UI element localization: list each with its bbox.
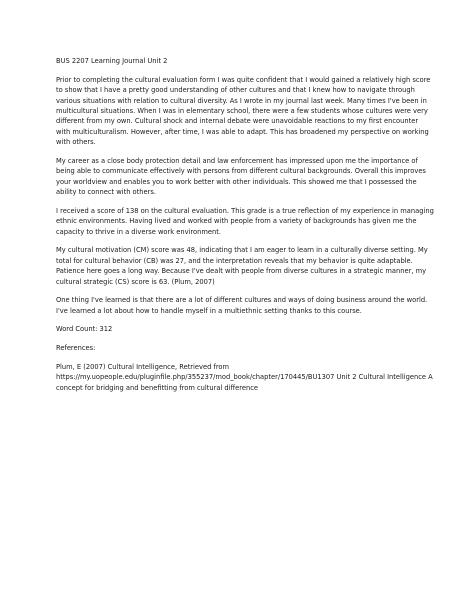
references-heading: References: (56, 344, 96, 353)
word-count: Word Count: 312 (56, 325, 113, 334)
paragraph-4: My cultural motivation (CM) score was 48, indicating that I am eager to learn in a culturally diverse setting. My total for cultural behavior (CB) was 27, and the interpretation reveals that my behavior is quite adaptable. Patience here goes a long way. Because I've dealt with people from diverse cultures in a strategic manner, my cultural strategic (CS) score is 63. (Plum, 2007) (56, 246, 428, 286)
reference-entry: Plum, E (2007) Cultural Intelligence, Retrieved from https://my.uopeople.edu/pluginfile.php/355237/mod_book/chapter/170445/BU1307 Unit 2 Cultural Intelligence A concept for bridging and benefitting from cultural difference (56, 362, 433, 392)
document-body (56, 56, 434, 393)
paragraph-5: One thing I've learned is that there are a lot of different cultures and ways of doing business around the world. I've learned a lot about how to handle myself in a multiethnic setting thanks to this course. (56, 296, 428, 315)
paragraph-3: I received a score of 138 on the cultural evaluation. This grade is a true reflection of my experience in managing ethnic environments. Having lived and worked with people from a variety of backgrounds has given me the capacity to thrive in a diverse work environment. (56, 206, 434, 236)
paragraph-1: Prior to completing the cultural evaluation form I was quite confident that I would gained a relatively high score to show that I have a pretty good understanding of other cultures and that I knew how to navigate through various situations with relation to cultural diversity. As I wrote in my journal last week. Many times I've been in multicultural situations. When I was in elementary school, there were a few students whose cultures were very different from my own. Cultural shock and internal debate were unavoidable reactions to my first encounter with multiculturalism. However, after time, I was able to adapt. This has broadened my perspective on working with others. (56, 75, 431, 147)
paragraph-2: My career as a close body protection detail and law enforcement has impressed upon me the importance of being able to communicate effectively with persons from different cultural backgrounds. Overall this improves your worldview and enables you to work better with other individuals. This showed me that I possessed the ability to connect with others. (56, 156, 426, 197)
document-title: BUS 2207 Learning Journal Unit 2 (56, 57, 168, 65)
